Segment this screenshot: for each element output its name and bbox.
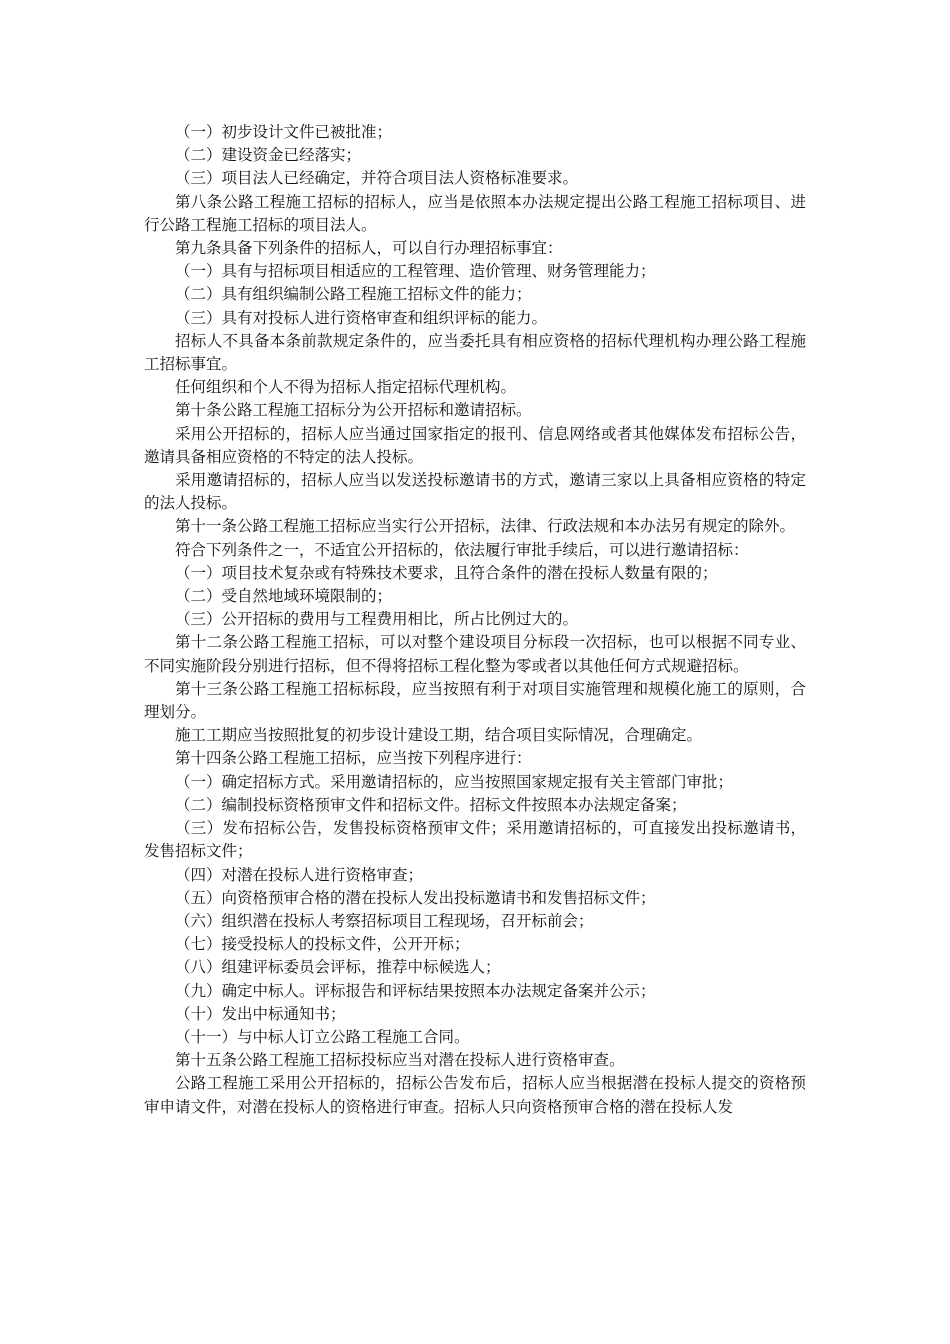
paragraph: （四）对潜在投标人进行资格审查； xyxy=(175,865,424,884)
paragraph: （三）公开招标的费用与工程费用相比，所占比例过大的。 xyxy=(175,610,579,629)
paragraph: （二）受自然地域环境限制的； xyxy=(175,587,393,606)
paragraph: （五）向资格预审合格的潜在投标人发出投标邀请书和发售招标文件； xyxy=(175,888,656,907)
paragraph: 第十二条公路工程施工招标，可以对整个建设项目分标段一次招标，也可以根据不同专业、不同实施阶段分别进行招标，但不得将招标工程化整为零或者以其他任何方式规避招标。 xyxy=(144,633,806,675)
paragraph: （二）编制投标资格预审文件和招标文件。招标文件按照本办法规定备案； xyxy=(175,795,687,814)
paragraph: 任何组织和个人不得为招标人指定招标代理机构。 xyxy=(175,378,517,397)
paragraph: （一）项目技术复杂或有特殊技术要求，且符合条件的潜在投标人数量有限的； xyxy=(175,563,718,582)
paragraph: （三）发布招标公告，发售投标资格预审文件；采用邀请招标的，可直接发出投标邀请书，发售招标文件； xyxy=(144,819,806,861)
paragraph: （八）组建评标委员会评标，推荐中标候选人； xyxy=(175,958,501,977)
paragraph: 采用邀请招标的，招标人应当以发送投标邀请书的方式，邀请三家以上具备相应资格的特定的法人投标。 xyxy=(144,471,806,513)
paragraph: 招标人不具备本条前款规定条件的，应当委托具有相应资格的招标代理机构办理公路工程施工招标事宜。 xyxy=(144,331,806,374)
paragraph: （十）发出中标通知书； xyxy=(175,1004,346,1023)
paragraph: （二）具有组织编制公路工程施工招标文件的能力； xyxy=(175,285,532,304)
paragraph: （九）确定中标人。评标报告和评标结果按照本办法规定备案并公示； xyxy=(175,981,656,1000)
paragraph: （三）具有对投标人进行资格审查和组织评标的能力。 xyxy=(175,308,548,327)
paragraph: （二）建设资金已经落实； xyxy=(175,146,362,165)
paragraph: 施工工期应当按照批复的初步设计建设工期，结合项目实际情况，合理确定。 xyxy=(175,726,703,745)
paragraph: （六）组织潜在投标人考察招标项目工程现场，召开标前会； xyxy=(175,911,594,930)
paragraph: 第九条具备下列条件的招标人，可以自行办理招标事宜： xyxy=(175,239,563,258)
paragraph: （一）具有与招标项目相适应的工程管理、造价管理、财务管理能力； xyxy=(175,262,656,281)
paragraph: 采用公开招标的，招标人应当通过国家指定的报刊、信息网络或者其他媒体发布招标公告，邀请具备相应资格的不特定的法人投标。 xyxy=(144,424,806,466)
paragraph: 第八条公路工程施工招标的招标人，应当是依照本办法规定提出公路工程施工招标项目、进行公路工程施工招标的项目法人。 xyxy=(144,192,806,234)
paragraph: 公路工程施工采用公开招标的，招标公告发布后，招标人应当根据潜在投标人提交的资格预审申请文件，对潜在投标人的资格进行审查。招标人只向资格预审合格的潜在投标人发 xyxy=(144,1074,806,1116)
paragraph: 第十一条公路工程施工招标应当实行公开招标，法律、行政法规和本办法另有规定的除外。 xyxy=(175,517,796,536)
document-page xyxy=(144,121,806,1119)
paragraph: 第十五条公路工程施工招标投标应当对潜在投标人进行资格审查。 xyxy=(175,1051,625,1070)
paragraph: 第十四条公路工程施工招标，应当按下列程序进行： xyxy=(175,749,532,768)
paragraph: 符合下列条件之一，不适宜公开招标的，依法履行审批手续后，可以进行邀请招标： xyxy=(175,540,749,559)
paragraph: （一）确定招标方式。采用邀请招标的，应当按照国家规定报有关主管部门审批； xyxy=(175,772,734,791)
paragraph: （三）项目法人已经确定，并符合项目法人资格标准要求。 xyxy=(175,169,579,188)
paragraph: （七）接受投标人的投标文件，公开开标； xyxy=(175,935,470,954)
paragraph: （十一）与中标人订立公路工程施工合同。 xyxy=(175,1027,470,1046)
paragraph: （一）初步设计文件已被批准； xyxy=(175,123,393,141)
paragraph: 第十三条公路工程施工招标标段，应当按照有利于对项目实施管理和规模化施工的原则，合理划分。 xyxy=(144,679,806,722)
paragraph: 第十条公路工程施工招标分为公开招标和邀请招标。 xyxy=(175,401,532,420)
